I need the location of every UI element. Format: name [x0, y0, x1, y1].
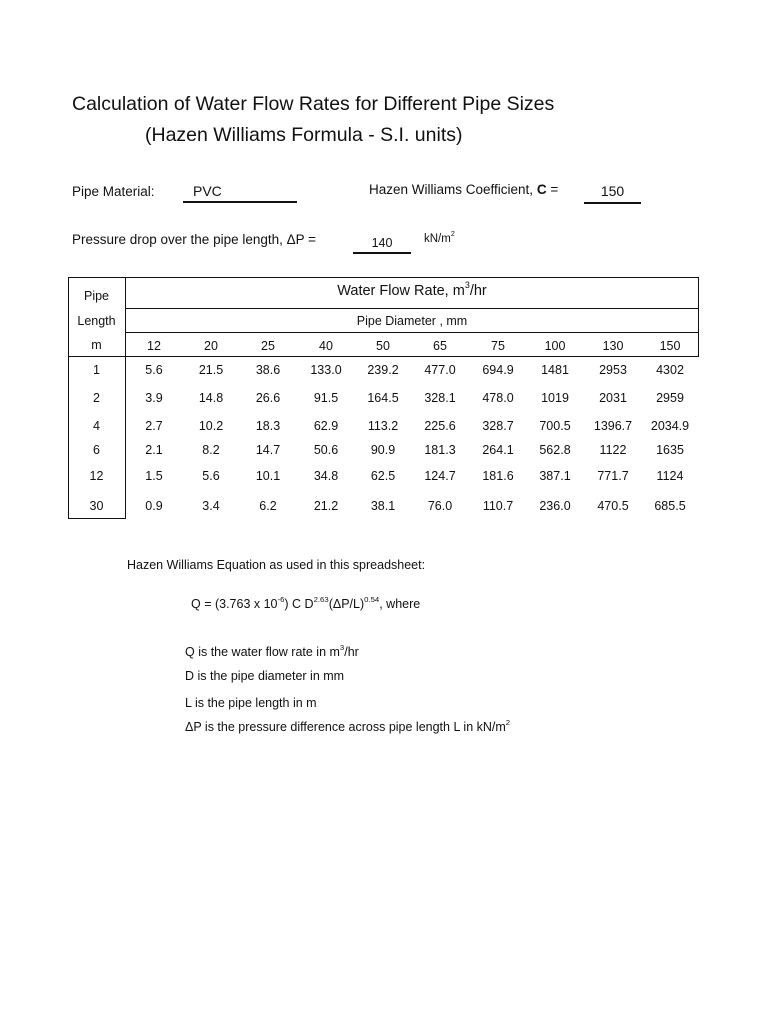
- diameter-header: 100: [544, 339, 566, 353]
- flow-value-cell: 181.3: [424, 443, 456, 457]
- flow-value-cell: 113.2: [367, 419, 399, 433]
- pressure-field[interactable]: [353, 234, 411, 254]
- table-border-top: [68, 277, 699, 278]
- pipe-material-value: PVC: [193, 183, 222, 199]
- row-length: 2: [93, 391, 100, 405]
- flow-value-cell: 2034.9: [650, 419, 690, 433]
- flow-value-cell: 90.9: [370, 443, 396, 457]
- flow-value-cell: 14.7: [255, 443, 281, 457]
- flow-value-cell: 18.3: [255, 419, 281, 433]
- definition-d: D is the pipe diameter in mm: [185, 669, 345, 683]
- diameter-header: 130: [602, 339, 624, 353]
- flow-value-cell: 38.6: [255, 363, 281, 377]
- flow-value-cell: 38.1: [370, 499, 396, 513]
- row-length: 30: [89, 499, 104, 513]
- flow-value-cell: 14.8: [198, 391, 224, 405]
- row-header-pipe: Pipe: [83, 289, 110, 303]
- row-length: 4: [93, 419, 100, 433]
- flow-value-cell: 264.1: [482, 443, 514, 457]
- pressure-value: 140: [371, 236, 393, 250]
- row-length: 1: [93, 363, 100, 377]
- diameter-header: 50: [376, 339, 390, 353]
- flow-value-cell: 1019: [541, 391, 569, 405]
- flow-value-cell: 236.0: [539, 499, 571, 513]
- row-length: 12: [89, 469, 104, 483]
- flow-value-cell: 5.6: [202, 469, 220, 483]
- diameter-header: 25: [261, 339, 275, 353]
- flow-value-cell: 225.6: [424, 419, 456, 433]
- equation-formula: Q = (3.763 x $10^{-6}$) C $D^{2.63}(\Delta P/L)^{0.54}$, where: [191, 595, 421, 611]
- flow-value-cell: 34.8: [313, 469, 339, 483]
- flow-value-cell: 1.5: [145, 469, 163, 483]
- equation-intro: Hazen Williams Equation as used in this spreadsheet:: [127, 558, 426, 572]
- flow-rate-title: Water Flow Rate, $m^3/hr$: [337, 280, 487, 299]
- flow-value-cell: 477.0: [424, 363, 456, 377]
- flow-value-cell: 562.8: [539, 443, 571, 457]
- flow-value-cell: 694.9: [482, 363, 514, 377]
- flow-value-cell: 685.5: [654, 499, 686, 513]
- flow-value-cell: 10.1: [255, 469, 281, 483]
- flow-value-cell: 1635: [656, 443, 684, 457]
- table-divider-title: [125, 308, 699, 309]
- flow-value-cell: 181.6: [482, 469, 514, 483]
- flow-value-cell: 239.2: [367, 363, 399, 377]
- flow-value-cell: 5.6: [145, 363, 163, 377]
- flow-value-cell: 0.9: [145, 499, 163, 513]
- diameter-header: 65: [433, 339, 447, 353]
- flow-value-cell: 3.9: [145, 391, 163, 405]
- definition-q: Q is the water flow rate in $m^3/hr$: [185, 643, 359, 659]
- flow-value-cell: 6.2: [259, 499, 277, 513]
- flow-value-cell: 2953: [599, 363, 627, 377]
- flow-value-cell: 50.6: [313, 443, 339, 457]
- flow-value-cell: 133.0: [310, 363, 342, 377]
- definition-l: L is the pipe length in m: [185, 696, 317, 710]
- flow-value-cell: 771.7: [597, 469, 629, 483]
- flow-value-cell: 1122: [599, 443, 627, 457]
- coefficient-value: 150: [600, 183, 625, 199]
- flow-value-cell: 2.1: [145, 443, 163, 457]
- table-border-bottom: [68, 518, 126, 519]
- flow-value-cell: 21.2: [313, 499, 339, 513]
- flow-value-cell: 328.1: [424, 391, 456, 405]
- diameter-header: 20: [204, 339, 218, 353]
- pressure-unit: $kN/m^2$: [424, 230, 455, 245]
- diameter-header: 40: [319, 339, 333, 353]
- flow-value-cell: 26.6: [255, 391, 281, 405]
- flow-value-cell: 2959: [656, 391, 684, 405]
- pipe-material-field[interactable]: [183, 182, 297, 203]
- flow-value-cell: 91.5: [313, 391, 339, 405]
- flow-value-cell: 21.5: [198, 363, 224, 377]
- flow-value-cell: 4302: [656, 363, 684, 377]
- flow-value-cell: 1124: [656, 469, 684, 483]
- flow-value-cell: 478.0: [482, 391, 514, 405]
- row-length: 6: [93, 443, 100, 457]
- flow-value-cell: 124.7: [424, 469, 456, 483]
- flow-value-cell: 8.2: [202, 443, 220, 457]
- flow-value-cell: 328.7: [482, 419, 514, 433]
- flow-value-cell: 164.5: [367, 391, 399, 405]
- page-title: Calculation of Water Flow Rates for Different Pipe Sizes: [72, 93, 555, 115]
- flow-value-cell: 2031: [599, 391, 627, 405]
- diameter-header: 12: [147, 339, 161, 353]
- flow-value-cell: 62.9: [313, 419, 339, 433]
- flow-value-cell: 1481: [541, 363, 569, 377]
- flow-rate-table: [68, 277, 699, 519]
- row-header-unit: m: [91, 338, 102, 352]
- table-divider-header: [68, 356, 699, 357]
- flow-value-cell: 62.5: [370, 469, 396, 483]
- flow-value-cell: 387.1: [539, 469, 571, 483]
- flow-value-cell: 76.0: [427, 499, 453, 513]
- flow-value-cell: 110.7: [482, 499, 514, 513]
- table-divider-diameter-label: [125, 332, 699, 333]
- flow-value-cell: 2.7: [145, 419, 163, 433]
- diameter-label: Pipe Diameter , mm: [356, 314, 468, 328]
- flow-value-cell: 10.2: [198, 419, 224, 433]
- diameter-header: 75: [491, 339, 505, 353]
- definition-p: ΔP is the pressure difference across pipe length L in $kN/m^2$: [185, 718, 511, 734]
- pressure-label: Pressure drop over the pipe length, ΔP =: [72, 232, 317, 247]
- diameter-header: 150: [659, 339, 681, 353]
- pipe-material-label: Pipe Material:: [72, 184, 155, 199]
- flow-value-cell: 3.4: [202, 499, 220, 513]
- row-header-length: Length: [77, 314, 116, 328]
- page-subtitle: (Hazen Williams Formula - S.I. units): [145, 124, 463, 146]
- coefficient-label: Hazen Williams Coefficient, C =: [369, 182, 559, 197]
- coefficient-field[interactable]: [584, 183, 641, 204]
- flow-value-cell: 470.5: [597, 499, 629, 513]
- flow-value-cell: 1396.7: [593, 419, 633, 433]
- flow-value-cell: 700.5: [539, 419, 571, 433]
